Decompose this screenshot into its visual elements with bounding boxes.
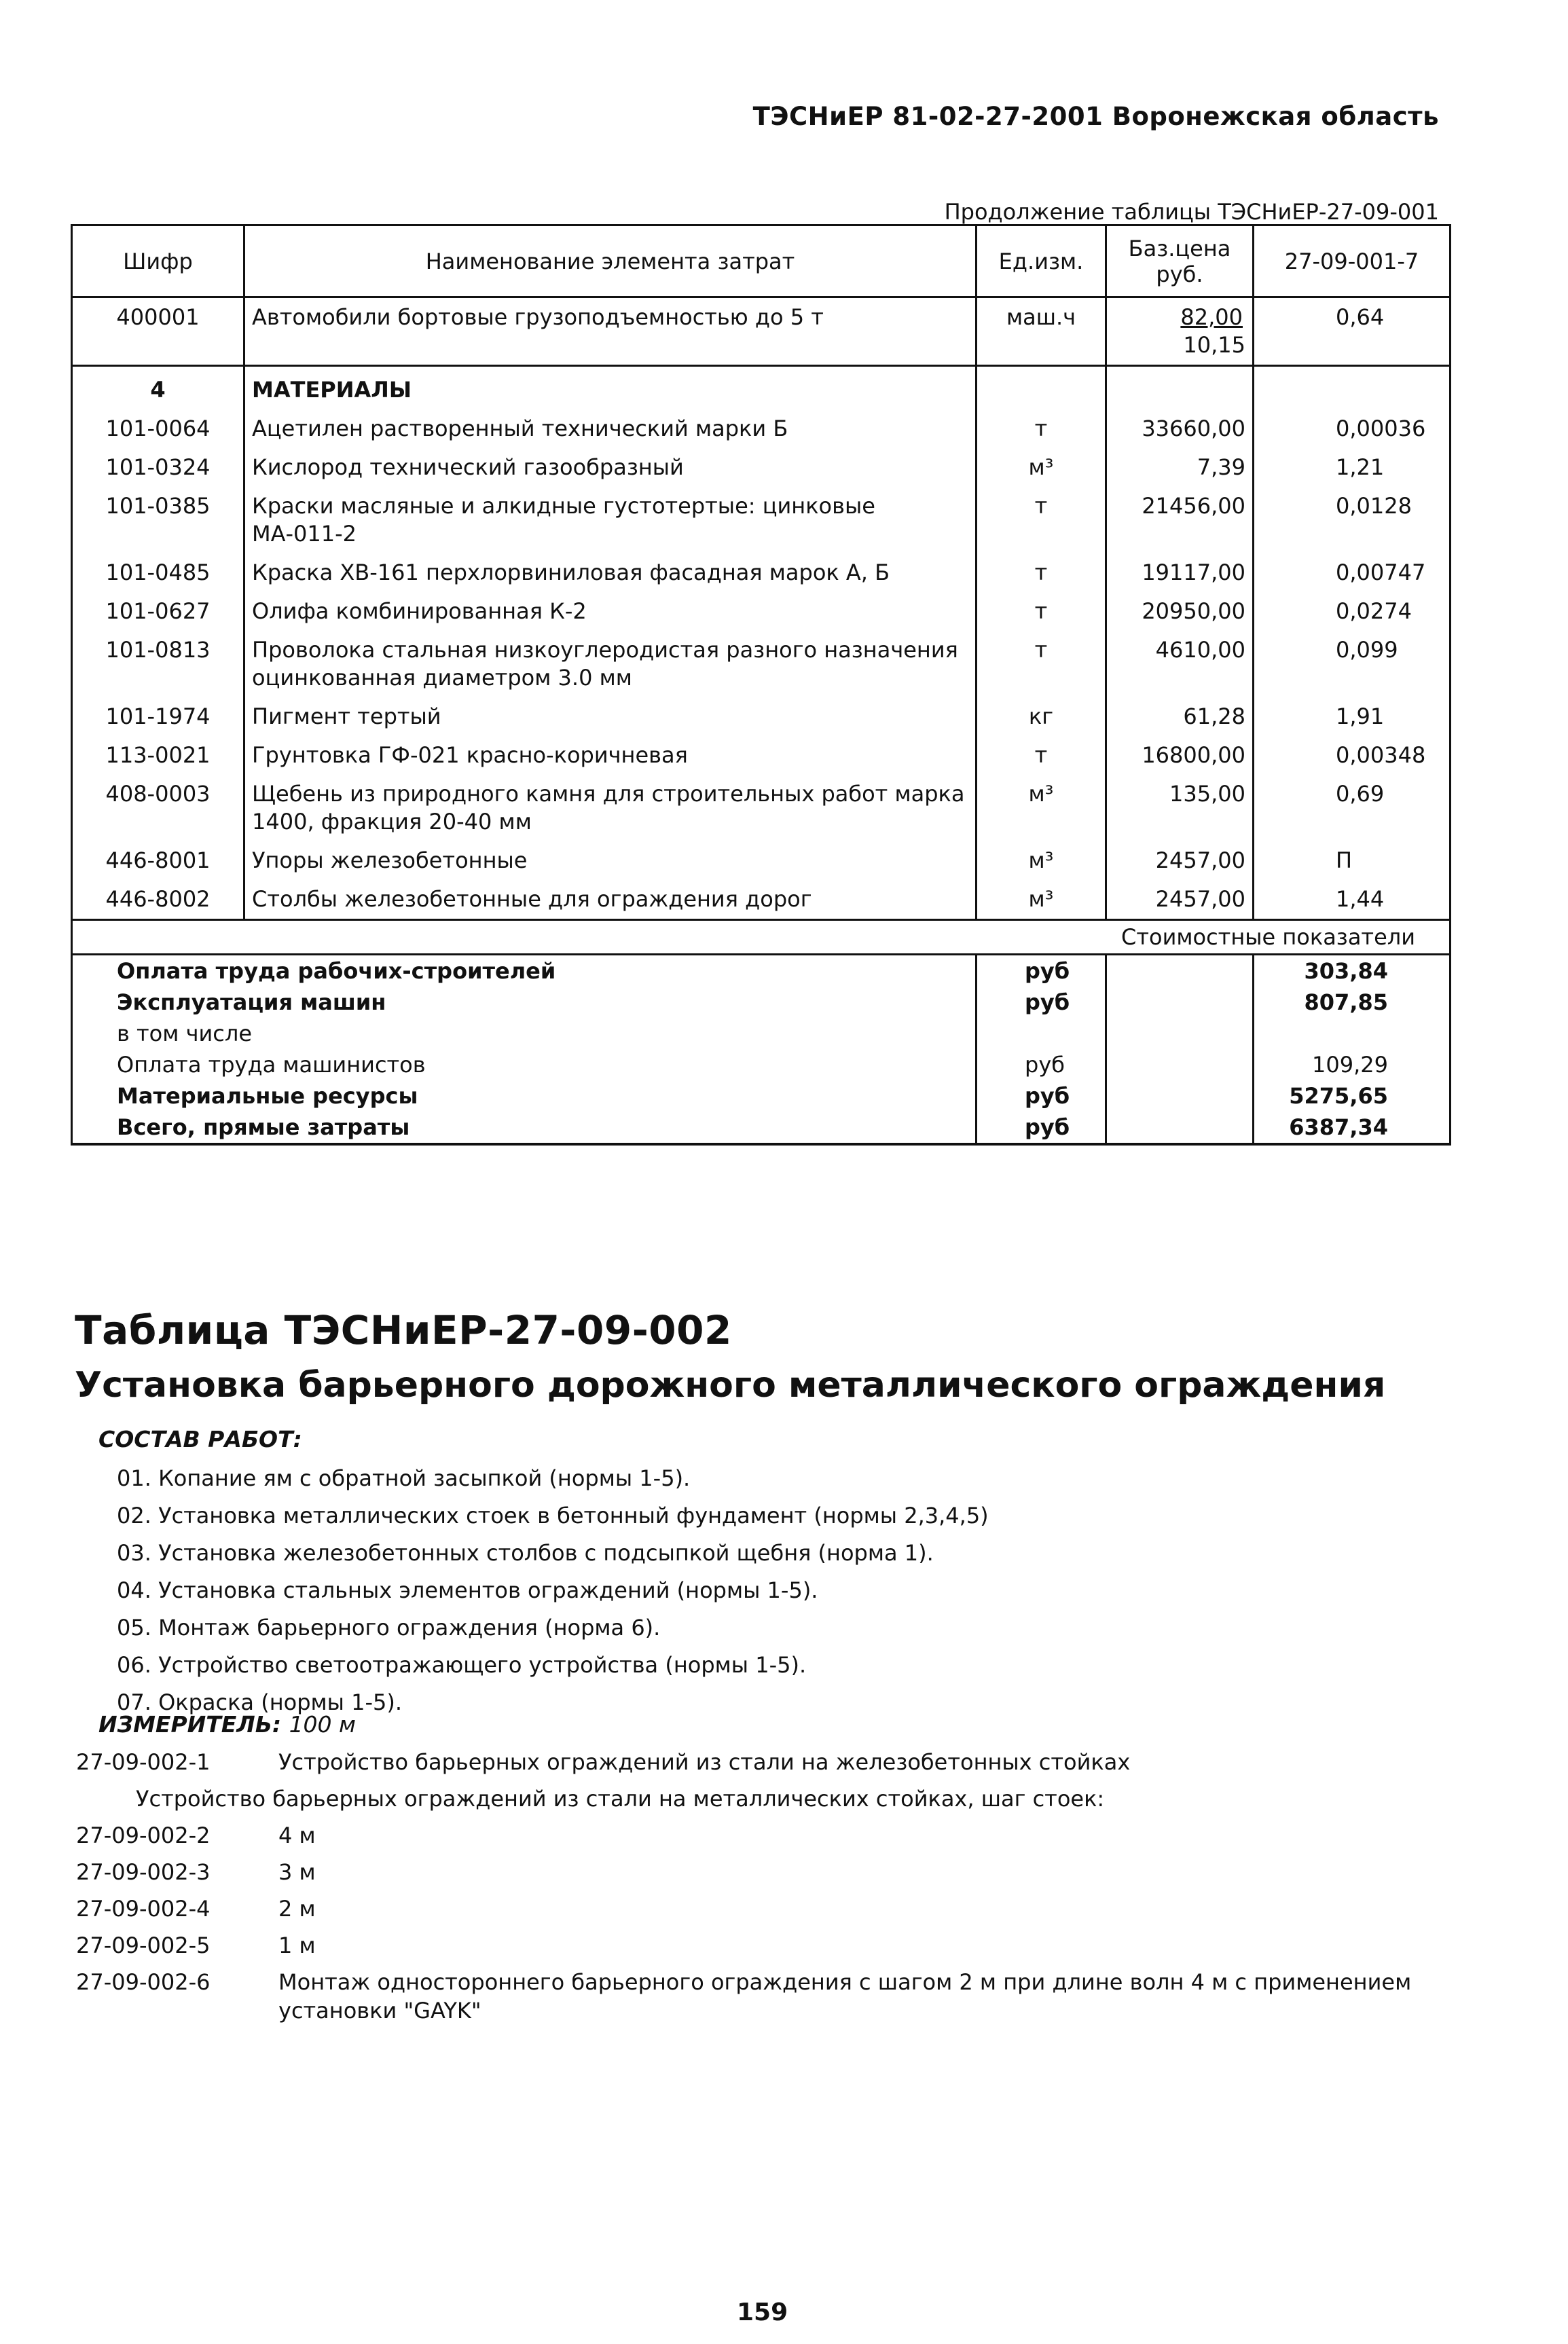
group-code: 4	[72, 366, 244, 410]
summary-empty	[1106, 1018, 1254, 1049]
cell-unit: т	[977, 592, 1106, 631]
norm-code: 27-09-002-4	[76, 1896, 211, 1922]
summary-unit: руб	[977, 987, 1106, 1018]
cell-value: 0,00747	[1254, 553, 1451, 592]
cell-price: 33660,00	[1106, 409, 1254, 448]
cell-price: 16800,00	[1106, 736, 1254, 775]
norm-code: 27-09-002-3	[76, 1859, 211, 1885]
summary-empty	[1106, 987, 1254, 1018]
col-header-unit: Ед.изм.	[977, 225, 1106, 297]
summary-unit	[977, 1018, 1106, 1049]
table-row	[72, 736, 1451, 775]
summary-label: Всего, прямые затраты	[72, 1112, 977, 1144]
norm-code: 27-09-002-1	[76, 1749, 211, 1775]
summary-unit: руб	[977, 1049, 1106, 1080]
works-list	[117, 1460, 989, 1721]
cell-unit: т	[977, 409, 1106, 448]
summary-row	[72, 1018, 1451, 1049]
summary-unit: руб	[977, 1112, 1106, 1144]
cell-value: 1,21	[1254, 448, 1451, 487]
summary-value: 807,85	[1254, 987, 1451, 1018]
measure-value: 100 м	[289, 1711, 356, 1738]
summary-row	[72, 987, 1451, 1018]
cell-value: 0,0128	[1254, 487, 1451, 553]
col-header-norm: 27-09-001-7	[1254, 225, 1451, 297]
table-header-row	[72, 225, 1451, 297]
norm-description: Монтаж одностороннего барьерного ограждения с шагом 2 м при длине волн 4 м с применением установки "GAYK"	[278, 1969, 1412, 2023]
measure-line	[98, 1711, 356, 1738]
cell-code: 446-8001	[72, 841, 244, 880]
work-item: 02. Установка металлических стоек в бетонный фундамент (нормы 2,3,4,5)	[117, 1503, 989, 1528]
norm-code: 27-09-002-6	[76, 1969, 211, 1995]
cell-price: 19117,00	[1106, 553, 1254, 592]
col-header-price: Баз.цена руб.	[1106, 225, 1254, 297]
cell-value: 1,44	[1254, 880, 1451, 920]
cell-price: 2457,00	[1106, 841, 1254, 880]
summary-label: Оплата труда машинистов	[72, 1049, 977, 1080]
table-row	[72, 409, 1451, 448]
resource-table	[71, 224, 1451, 1146]
summary-empty	[1106, 1080, 1254, 1112]
measure-label: ИЗМЕРИТЕЛЬ:	[98, 1711, 282, 1738]
cell-code: 101-0485	[72, 553, 244, 592]
summary-row	[72, 1112, 1451, 1144]
cell-price: 2457,00	[1106, 880, 1254, 920]
page-number: 159	[737, 2299, 788, 2326]
table-row	[72, 487, 1451, 553]
cell-price: 61,28	[1106, 697, 1254, 736]
cell-price	[1106, 297, 1254, 366]
summary-label: Эксплуатация машин	[72, 987, 977, 1018]
cell-value: 0,0274	[1254, 592, 1451, 631]
work-item: 05. Монтаж барьерного ограждения (норма 6).	[117, 1615, 661, 1641]
cell-name: Автомобили бортовые грузоподъемностью до 5 т	[244, 297, 977, 366]
col-header-code: Шифр	[72, 225, 244, 297]
summary-value: 6387,34	[1254, 1112, 1451, 1144]
summary-label: Материальные ресурсы	[72, 1080, 977, 1112]
cell-value: П	[1254, 841, 1451, 880]
cell-unit: т	[977, 553, 1106, 592]
cell-code: 446-8002	[72, 880, 244, 920]
table-row	[72, 841, 1451, 880]
work-item: 06. Устройство светоотражающего устройства (нормы 1-5).	[117, 1652, 807, 1678]
norm-code: 27-09-002-5	[76, 1933, 211, 1958]
cell-price: 21456,00	[1106, 487, 1254, 553]
table-continuation-caption: Продолжение таблицы ТЭСНиЕР-27-09-001	[944, 199, 1439, 225]
summary-empty	[1106, 1049, 1254, 1080]
norm-description: 1 м	[278, 1933, 316, 1958]
cell-code: 101-0627	[72, 592, 244, 631]
cell-name: Пигмент тертый	[244, 697, 977, 736]
cell-code: 408-0003	[72, 775, 244, 841]
cell-value: 0,099	[1254, 631, 1451, 697]
norm-description: Устройство барьерных ограждений из стали на металлических стойках, шаг стоек:	[136, 1786, 1105, 1812]
cell-name: Олифа комбинированная К-2	[244, 592, 977, 631]
cell-name: Упоры железобетонные	[244, 841, 977, 880]
cell-name: Проволока стальная низкоуглеродистая разного назначения оцинкованная диаметром 3.0 мм	[244, 631, 977, 697]
work-item: 01. Копание ям с обратной засыпкой (нормы 1-5).	[117, 1465, 691, 1491]
cell-unit: т	[977, 736, 1106, 775]
cell-price: 20950,00	[1106, 592, 1254, 631]
cell-price: 4610,00	[1106, 631, 1254, 697]
summary-empty	[1106, 955, 1254, 987]
cell-name: Грунтовка ГФ-021 красно-коричневая	[244, 736, 977, 775]
section-subtitle: Установка барьерного дорожного металлического ограждения	[75, 1365, 1386, 1406]
norm-description: 2 м	[278, 1896, 316, 1922]
table-row	[72, 697, 1451, 736]
norm-description: 4 м	[278, 1823, 316, 1848]
cell-code: 113-0021	[72, 736, 244, 775]
norm-description: 3 м	[278, 1859, 316, 1885]
cell-unit: м³	[977, 448, 1106, 487]
cell-unit: т	[977, 631, 1106, 697]
cell-unit: маш.ч	[977, 297, 1106, 366]
summary-row	[72, 955, 1451, 987]
cell-unit: м³	[977, 880, 1106, 920]
cell-value: 0,00036	[1254, 409, 1451, 448]
summary-empty	[1106, 1112, 1254, 1144]
cell-unit: т	[977, 487, 1106, 553]
col-header-name: Наименование элемента затрат	[244, 225, 977, 297]
cell-price: 135,00	[1106, 775, 1254, 841]
cost-header-row	[72, 920, 1451, 955]
cell-code: 101-1974	[72, 697, 244, 736]
cell-name: Краска ХВ-161 перхлорвиниловая фасадная марок А, Б	[244, 553, 977, 592]
cell-name: Столбы железобетонные для ограждения дорог	[244, 880, 977, 920]
cell-value: 1,91	[1254, 697, 1451, 736]
cell-value: 0,64	[1254, 297, 1451, 366]
cell-code: 101-0064	[72, 409, 244, 448]
cell-unit: м³	[977, 841, 1106, 880]
works-label: СОСТАВ РАБОТ:	[98, 1426, 302, 1452]
cell-unit: кг	[977, 697, 1106, 736]
summary-label: Оплата труда рабочих-строителей	[72, 955, 977, 987]
summary-row	[72, 1049, 1451, 1080]
cell-name: Кислород технический газообразный	[244, 448, 977, 487]
cell-unit: м³	[977, 775, 1106, 841]
work-item: 03. Установка железобетонных столбов с подсыпкой щебня (норма 1).	[117, 1540, 934, 1566]
price-value-secondary: 10,15	[1183, 332, 1245, 358]
cell-name: Щебень из природного камня для строительных работ марка 1400, фракция 20-40 мм	[244, 775, 977, 841]
summary-label: в том числе	[72, 1018, 977, 1049]
cell-code: 400001	[72, 297, 244, 366]
summary-unit: руб	[977, 1080, 1106, 1112]
cell-value: 0,00348	[1254, 736, 1451, 775]
cell-price: 7,39	[1106, 448, 1254, 487]
table-row	[72, 592, 1451, 631]
table-row	[72, 448, 1451, 487]
group-name: МАТЕРИАЛЫ	[244, 366, 977, 410]
price-value: 82,00	[1180, 304, 1243, 330]
table-row	[72, 631, 1451, 697]
section-title: Таблица ТЭСНиЕР-27-09-002	[75, 1307, 732, 1353]
cell-code: 101-0324	[72, 448, 244, 487]
summary-value: 109,29	[1254, 1049, 1451, 1080]
cost-header: Стоимостные показатели	[72, 920, 1451, 955]
table-row	[72, 880, 1451, 920]
summary-row	[72, 1080, 1451, 1112]
norm-description: Устройство барьерных ограждений из стали на железобетонных стойках	[278, 1749, 1131, 1775]
cell-name: Краски масляные и алкидные густотертые: цинковые МА-011-2	[244, 487, 977, 553]
cell-code: 101-0385	[72, 487, 244, 553]
work-item: 07. Окраска (нормы 1-5).	[117, 1689, 402, 1715]
group-row	[72, 366, 1451, 410]
work-item: 04. Установка стальных элементов ограждений (нормы 1-5).	[117, 1577, 818, 1603]
cell-name: Ацетилен растворенный технический марки Б	[244, 409, 977, 448]
summary-value: 303,84	[1254, 955, 1451, 987]
summary-value: 5275,65	[1254, 1080, 1451, 1112]
table-row	[72, 775, 1451, 841]
table-row	[72, 553, 1451, 592]
summary-unit: руб	[977, 955, 1106, 987]
summary-value	[1254, 1018, 1451, 1049]
page-header: ТЭСНиЕР 81-02-27-2001 Воронежская область	[752, 102, 1439, 131]
norm-code: 27-09-002-2	[76, 1823, 211, 1848]
cell-value: 0,69	[1254, 775, 1451, 841]
table-row	[72, 297, 1451, 366]
cell-code: 101-0813	[72, 631, 244, 697]
